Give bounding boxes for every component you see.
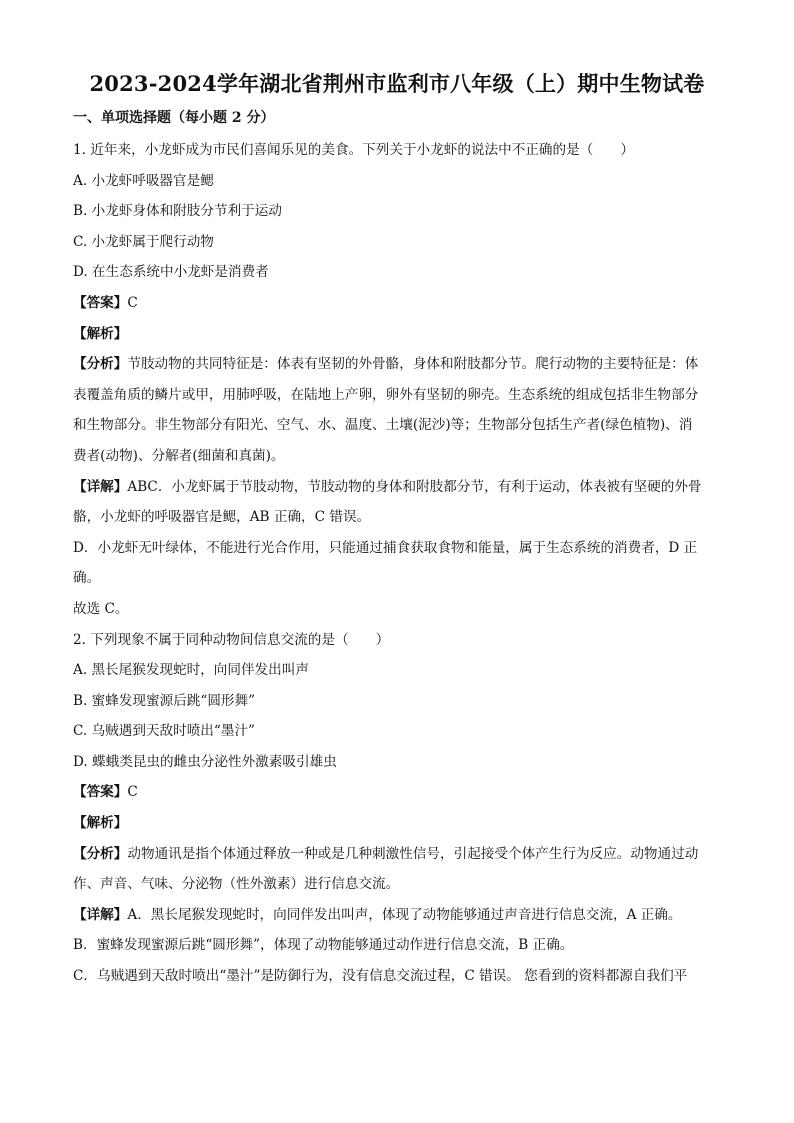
page-title: 2023-2024学年湖北省荆州市监利市八年级（上）期中生物试卷 [89, 71, 705, 96]
q1-fenxi-tag: 【分析】 [73, 356, 128, 373]
q2-xiangjie-line [73, 900, 723, 931]
q1-option-d: D. 在生态系统中小龙虾是消费者 [73, 264, 269, 281]
q2-answer-tag: 【答案】 [73, 784, 128, 801]
q1-xiangjie-text: 骼，小龙虾的呼吸器官是鳃，AB 正确，C 错误。 [73, 509, 371, 526]
q1-fenxi-text: 和生物部分。非生物部分有阳光、空气、水、温度、土壤(泥沙)等；生物部分包括生产者(绿色植物)、消 [73, 417, 693, 434]
q1-xiangjie-tag: 【详解】 [73, 478, 128, 495]
q1-xiangjie-text: D．小龙虾无叶绿体，不能进行光合作用，只能通过捕食获取食物和能量，属于生态系统的消费者，D 正 [73, 539, 698, 556]
q2-fenxi-text: 作、声音、气味、分泌物（性外激素）进行信息交流。 [73, 876, 400, 893]
q2-fenxi-line [73, 839, 723, 870]
q2-option-c: C. 乌贼遇到天敌时喷出“墨汁” [73, 723, 255, 740]
q2-xiangjie-text: B．蜜蜂发现蜜源后跳“圆形舞”，体现了动物能够通过动作进行信息交流，B 正确。 [73, 937, 574, 954]
q2-fenxi-text: 动物通讯是指个体通过释放一种或是几种刺激性信号，引起接受个体产生行为反应。动物通过动 [127, 845, 699, 862]
q2-option-b: B. 蜜蜂发现蜜源后跳“圆形舞” [73, 692, 256, 709]
q1-option-b: B. 小龙虾身体和附肢分节利于运动 [73, 203, 282, 220]
q1-xiangjie-text: ABC．小龙虾属于节肢动物，节肢动物的身体和附肢都分节，有利于运动，体表被有坚硬的外骨 [127, 478, 702, 495]
question-1-stem: 1. 近年来，小龙虾成为市民们喜闻乐见的美食。下列关于小龙虾的说法中不正确的是（ ） [73, 142, 635, 158]
q2-answer-value: C [127, 784, 138, 801]
q1-fenxi-text: 费者(动物)、分解者(细菌和真菌)。 [73, 447, 285, 464]
q2-option-d: D. 蝶蛾类昆虫的雌虫分泌性外激素吸引雄虫 [73, 753, 337, 770]
q1-answer-tag: 【答案】 [73, 294, 128, 311]
q2-answer-line [73, 777, 723, 808]
question-2-stem: 2. 下列现象不属于同种动物间信息交流的是（ ） [73, 631, 390, 648]
q2-fenxi-tag: 【分析】 [73, 845, 128, 862]
q1-option-a: A. 小龙虾呼吸器官是鳃 [73, 172, 214, 189]
q1-xiangjie-line [73, 472, 723, 503]
q2-option-a: A. 黑长尾猴发现蛇时，向同伴发出叫声 [73, 662, 309, 679]
q2-jiexi-tag: 【解析】 [73, 815, 128, 832]
section-heading: 一、单项选择题（每小题 2 分） [73, 110, 275, 126]
q1-xiangjie-text: 确。 [73, 570, 101, 587]
q1-jiexi-tag: 【解析】 [73, 325, 128, 342]
q1-fenxi-text: 节肢动物的共同特征是：体表有坚韧的外骨骼，身体和附肢都分节。爬行动物的主要特征是：体 [127, 356, 699, 373]
q2-xiangjie-text: C．乌贼遇到天敌时喷出“墨汁”是防御行为，没有信息交流过程，C 错误。 您看到的资料都源自我们平 [73, 968, 688, 985]
q1-answer-line [73, 288, 723, 319]
content-body [73, 135, 723, 992]
q2-xiangjie-text: A．黑长尾猴发现蛇时，向同伴发出叫声，体现了动物能够通过声音进行信息交流，A 正确。 [127, 906, 682, 923]
q1-fenxi-line [73, 349, 723, 380]
q1-option-c: C. 小龙虾属于爬行动物 [73, 233, 214, 250]
q1-conclusion: 故选 C。 [73, 600, 129, 617]
q2-xiangjie-tag: 【详解】 [73, 906, 128, 923]
q1-fenxi-text: 表覆盖角质的鳞片或甲，用肺呼吸，在陆地上产卵，卵外有坚韧的卵壳。生态系统的组成包括非生物部分 [73, 386, 699, 403]
q1-answer-value: C [127, 294, 138, 311]
